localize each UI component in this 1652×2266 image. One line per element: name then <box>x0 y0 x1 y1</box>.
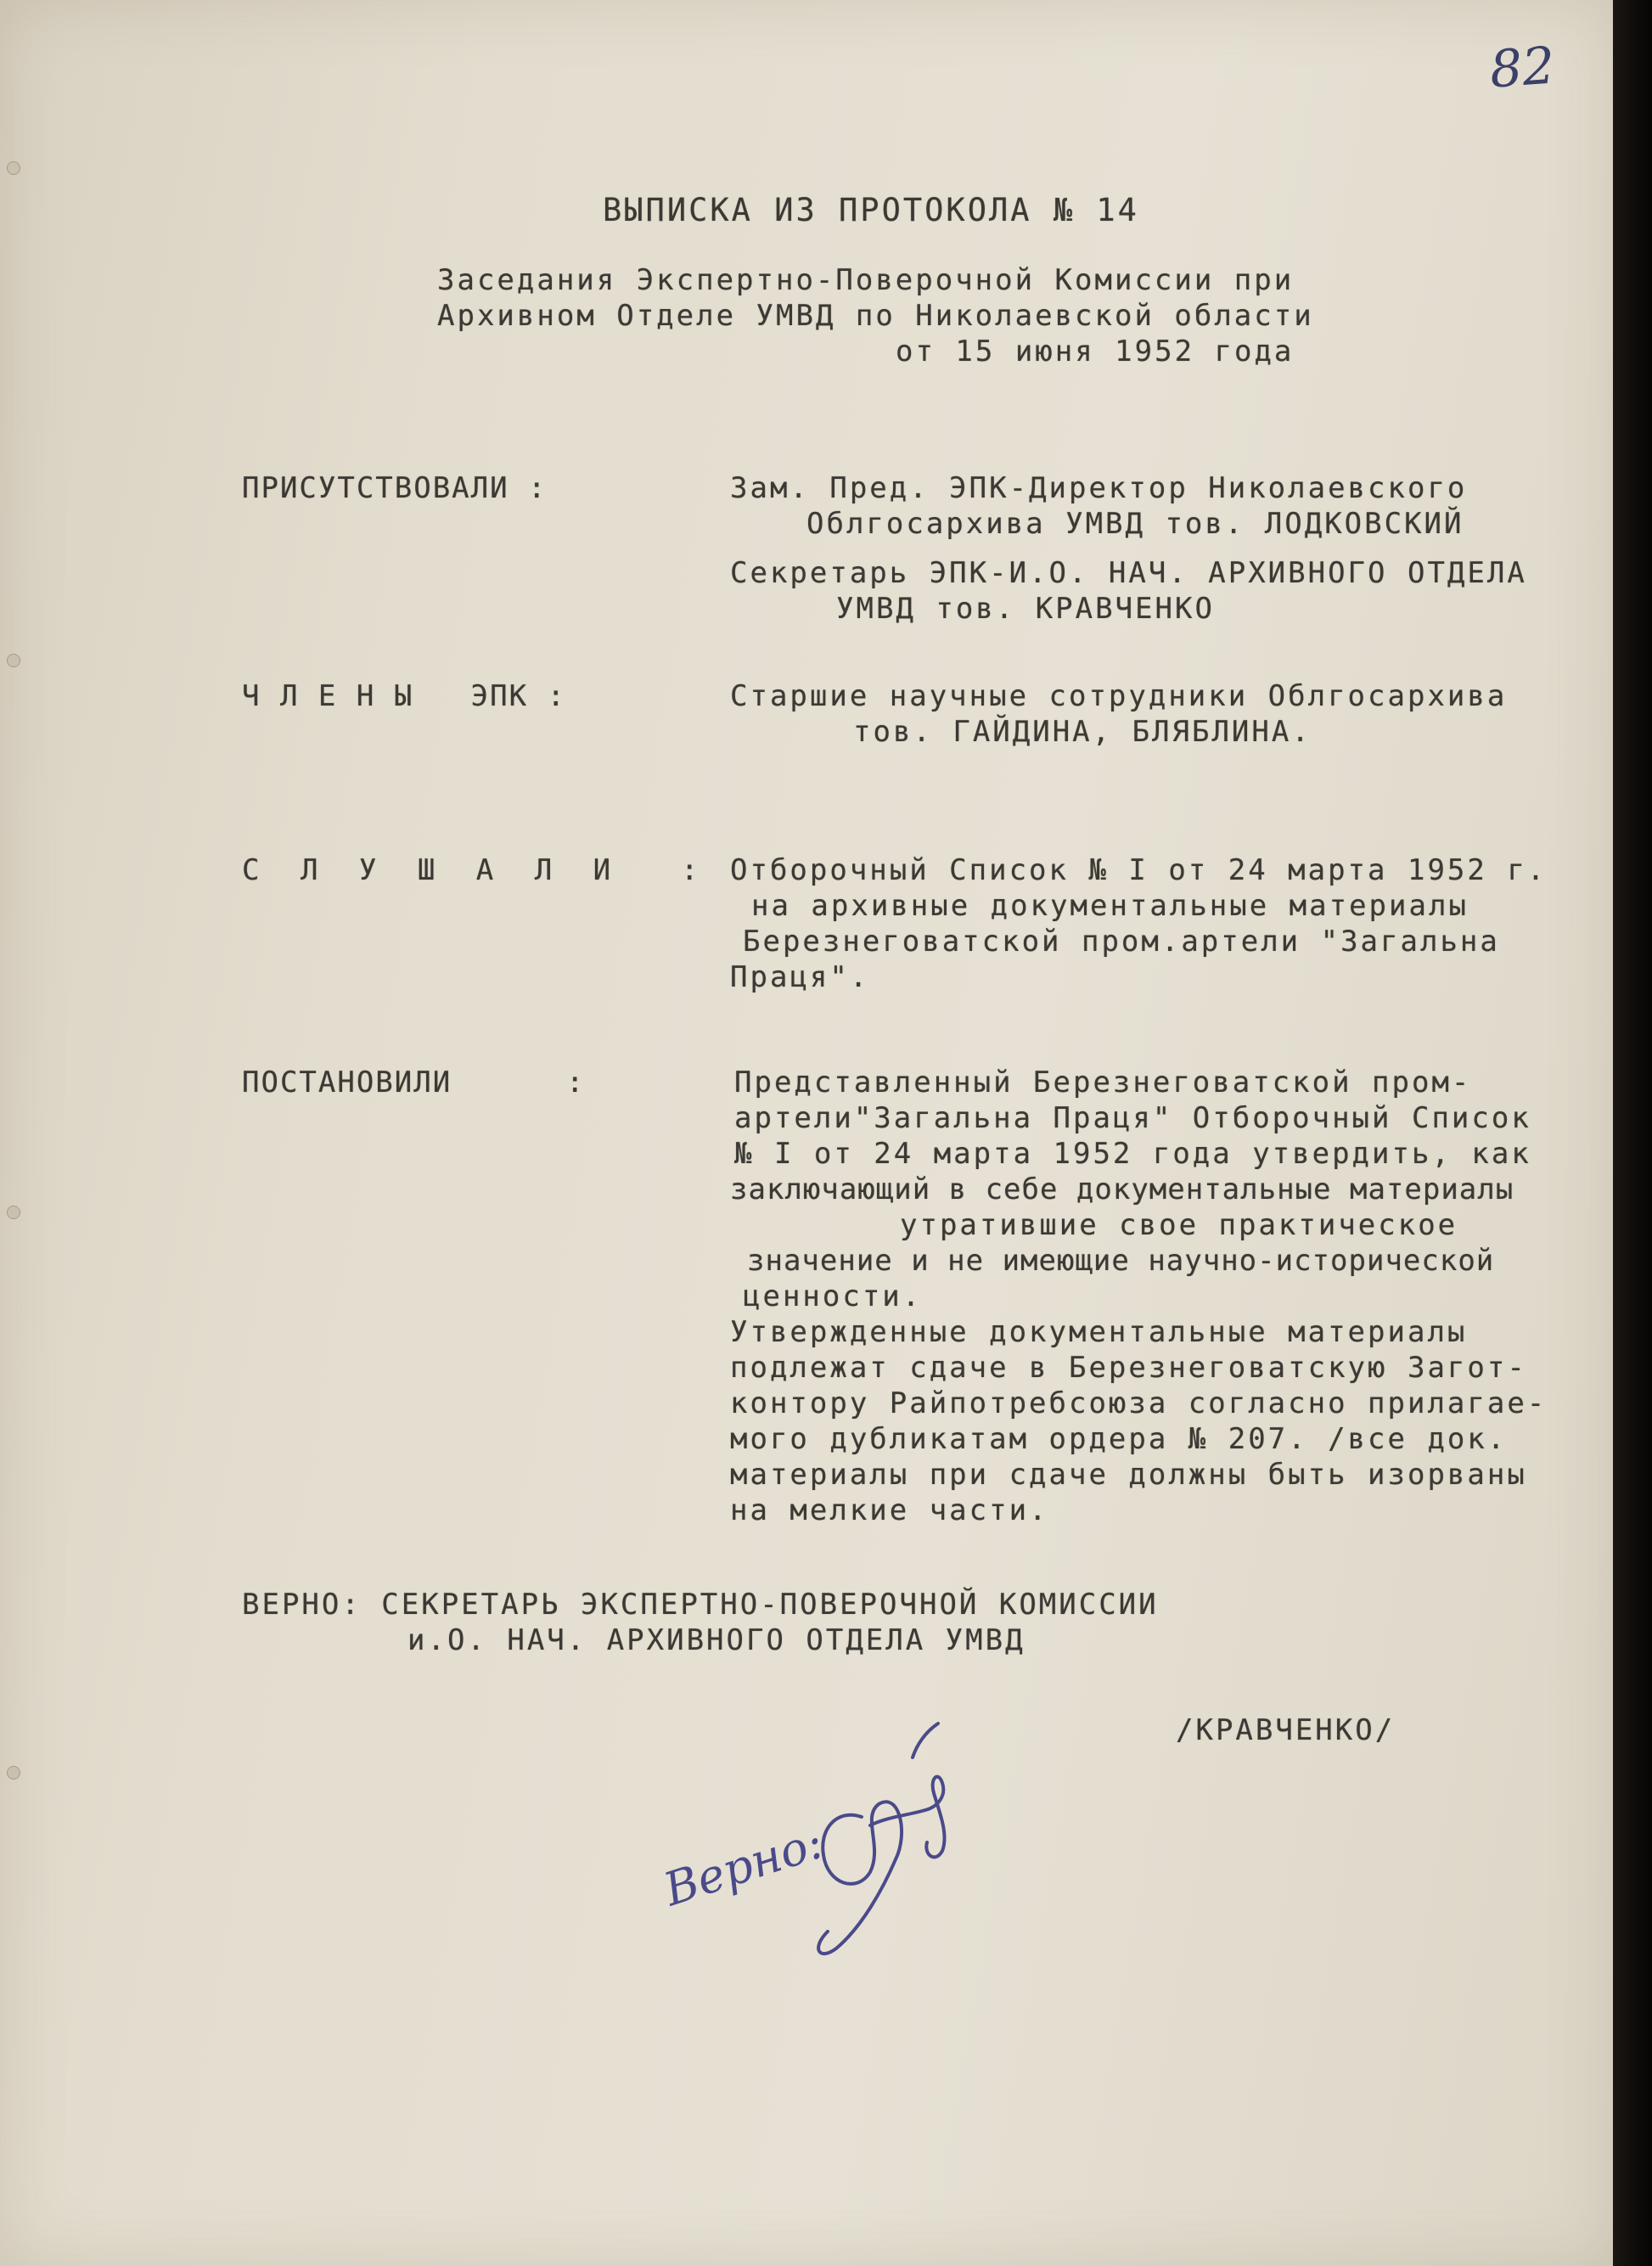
punch-hole <box>7 654 20 667</box>
page-number: 82 <box>1487 36 1557 100</box>
resolved-line-7: ценности. <box>743 1279 923 1313</box>
signature-stroke <box>818 1802 902 1954</box>
resolved-line-3: № I от 24 марта 1952 года утвердить, как <box>734 1137 1531 1171</box>
punch-hole <box>7 161 20 175</box>
footer-line-1: ВЕРНО: СЕКРЕТАРЬ ЭКСПЕРТНО-ПОВЕРОЧНОЙ КОМИССИИ <box>242 1588 1159 1622</box>
heard-line-2: на архивные документальные материалы <box>751 889 1469 923</box>
resolved-line-5: утратившие свое практическое <box>900 1208 1458 1242</box>
punch-hole <box>7 1766 20 1780</box>
heard-label: С Л У Ш А Л И : <box>242 853 711 887</box>
scan-edge <box>1613 0 1652 2266</box>
resolved-line-1: Представленный Березнеговатской пром- <box>734 1066 1472 1099</box>
resolved-line-2: артели"Загальна Праця" Отборочный Список <box>734 1101 1531 1135</box>
resolved-line-4: заключающий в себе документальные материалы <box>730 1172 1514 1206</box>
footer-signer: /КРАВЧЕНКО/ <box>1176 1713 1396 1747</box>
heard-line-3: Березнеговатской пром.артели "Загальна <box>743 925 1500 959</box>
resolved-line-6: значение и не имеющие научно-исторической <box>747 1244 1495 1278</box>
members-label: Ч Л Е Н Ы ЭПК : <box>242 679 566 713</box>
present-line-1: Зам. Пред. ЭПК-Директор Николаевского <box>730 471 1468 505</box>
present-line-2: Облгосархива УМВД тов. ЛОДКОВСКИЙ <box>806 507 1464 541</box>
subtitle-line-3: от 15 июня 1952 года <box>896 335 1295 368</box>
resolved-line-8: Утвержденные документальные материалы <box>730 1315 1468 1349</box>
resolved-line-11: мого дубликатам ордера № 207. /все док. <box>730 1422 1508 1456</box>
resolved-label: ПОСТАНОВИЛИ : <box>242 1066 586 1099</box>
handwritten-signature <box>654 1715 1010 1970</box>
heard-line-4: Праця". <box>730 960 870 994</box>
handwritten-note: Верно: <box>657 1814 830 1917</box>
subtitle-line-2: Архивном Отделе УМВД по Николаевской области <box>437 299 1314 333</box>
signature-stroke <box>870 1777 945 1858</box>
members-line-1: Старшие научные сотрудники Облгосархива <box>730 679 1508 713</box>
punch-hole <box>7 1206 20 1219</box>
members-line-2: тов. ГАЙДИНА, БЛЯБЛИНА. <box>853 715 1312 749</box>
resolved-line-13: на мелкие части. <box>730 1493 1049 1527</box>
heard-line-1: Отборочный Список № I от 24 марта 1952 г. <box>730 853 1548 887</box>
resolved-line-10: контору Райпотребсоюза согласно прилагае- <box>730 1386 1548 1420</box>
signature-stroke <box>913 1723 938 1757</box>
document-title: ВЫПИСКА ИЗ ПРОТОКОЛА № 14 <box>603 192 1139 228</box>
present-label: ПРИСУТСТВОВАЛИ : <box>242 471 548 505</box>
subtitle-line-1: Заседания Экспертно-Поверочной Комиссии при <box>437 263 1295 297</box>
present-line-3: Секретарь ЭПК-И.О. НАЧ. АРХИВНОГО ОТДЕЛА <box>730 556 1527 590</box>
footer-line-2: и.О. НАЧ. АРХИВНОГО ОТДЕЛА УМВД <box>407 1623 1025 1657</box>
resolved-line-12: материалы при сдаче должны быть изорваны <box>730 1458 1527 1492</box>
resolved-line-9: подлежат сдаче в Березнеговатскую Загот- <box>730 1351 1527 1385</box>
present-line-4: УМВД тов. КРАВЧЕНКО <box>836 592 1215 626</box>
